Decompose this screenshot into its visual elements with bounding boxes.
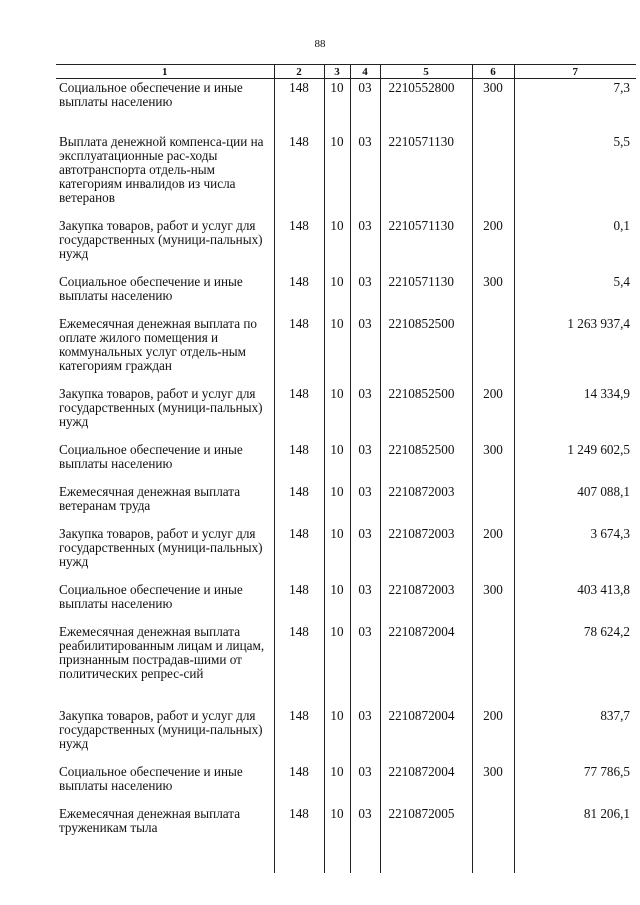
row-amount-cell: 837,7: [514, 707, 636, 763]
row-target-article-cell: 2210872004: [380, 623, 472, 707]
row-target-article-cell: 2210872005: [380, 805, 472, 857]
row-subsection-cell: 03: [350, 441, 380, 483]
row-subsection-cell: 03: [350, 483, 380, 525]
header-col-6: 6: [472, 65, 514, 79]
filler-cell: [274, 857, 324, 873]
row-section-cell: 10: [324, 525, 350, 581]
table-body: [56, 79, 636, 873]
row-subsection-cell: 03: [350, 763, 380, 805]
row-amount-cell: 1 263 937,4: [514, 315, 636, 385]
row-amount-cell: 407 088,1: [514, 483, 636, 525]
row-section-cell: 10: [324, 441, 350, 483]
row-target-article-cell: 2210571130: [380, 133, 472, 217]
row-admin-code-cell: 148: [274, 217, 324, 273]
row-target-article-cell: 2210872004: [380, 763, 472, 805]
row-admin-code-cell: 148: [274, 273, 324, 315]
table-filler-row: [56, 857, 636, 873]
row-admin-code-cell: 148: [274, 805, 324, 857]
row-expense-type-cell: 200: [472, 385, 514, 441]
row-name-cell: Закупка товаров, работ и услуг для государственных (муници-пальных) нужд: [56, 385, 274, 441]
table-row: [56, 763, 636, 805]
row-expense-type-cell: 300: [472, 79, 514, 133]
header-col-3: 3: [324, 65, 350, 79]
row-amount-cell: 403 413,8: [514, 581, 636, 623]
table-row: [56, 483, 636, 525]
row-target-article-cell: 2210872003: [380, 525, 472, 581]
row-amount-cell: 1 249 602,5: [514, 441, 636, 483]
row-admin-code-cell: 148: [274, 581, 324, 623]
row-section-cell: 10: [324, 763, 350, 805]
table-row: [56, 273, 636, 315]
row-name-cell: Ежемесячная денежная выплата реабилитированным лицам и лицам, признанным пострадав-шими от политических репрес-сий: [56, 623, 274, 707]
row-amount-cell: 0,1: [514, 217, 636, 273]
header-col-2: 2: [274, 65, 324, 79]
row-name-cell: Социальное обеспечение и иные выплаты населению: [56, 79, 274, 133]
header-row: [56, 65, 636, 79]
row-expense-type-cell: [472, 805, 514, 857]
row-target-article-cell: 2210852500: [380, 441, 472, 483]
row-expense-type-cell: [472, 315, 514, 385]
header-col-5: 5: [380, 65, 472, 79]
row-name-cell: Социальное обеспечение и иные выплаты населению: [56, 581, 274, 623]
row-admin-code-cell: 148: [274, 385, 324, 441]
row-subsection-cell: 03: [350, 133, 380, 217]
row-target-article-cell: 2210872003: [380, 581, 472, 623]
filler-cell: [380, 857, 472, 873]
row-section-cell: 10: [324, 217, 350, 273]
row-subsection-cell: 03: [350, 707, 380, 763]
row-name-cell: Ежемесячная денежная выплата труженикам тыла: [56, 805, 274, 857]
table-row: [56, 315, 636, 385]
row-subsection-cell: 03: [350, 623, 380, 707]
table-row: [56, 805, 636, 857]
table-row: [56, 385, 636, 441]
row-section-cell: 10: [324, 133, 350, 217]
row-admin-code-cell: 148: [274, 623, 324, 707]
filler-cell: [514, 857, 636, 873]
row-section-cell: 10: [324, 385, 350, 441]
row-name-cell: Ежемесячная денежная выплата ветеранам труда: [56, 483, 274, 525]
row-section-cell: 10: [324, 273, 350, 315]
row-amount-cell: 77 786,5: [514, 763, 636, 805]
row-subsection-cell: 03: [350, 581, 380, 623]
row-expense-type-cell: [472, 623, 514, 707]
header-col-1: 1: [56, 65, 274, 79]
filler-cell: [472, 857, 514, 873]
table-row: [56, 79, 636, 133]
row-amount-cell: 78 624,2: [514, 623, 636, 707]
row-expense-type-cell: 300: [472, 763, 514, 805]
row-name-cell: Ежемесячная денежная выплата по оплате жилого помещения и коммунальных услуг отдель-ным категориям граждан: [56, 315, 274, 385]
row-amount-cell: 14 334,9: [514, 385, 636, 441]
row-name-cell: Социальное обеспечение и иные выплаты населению: [56, 441, 274, 483]
budget-table: [56, 64, 636, 873]
row-section-cell: 10: [324, 707, 350, 763]
table-row: [56, 217, 636, 273]
row-admin-code-cell: 148: [274, 763, 324, 805]
row-admin-code-cell: 148: [274, 133, 324, 217]
row-admin-code-cell: 148: [274, 441, 324, 483]
row-subsection-cell: 03: [350, 385, 380, 441]
header-col-7: 7: [514, 65, 636, 79]
table-row: [56, 707, 636, 763]
row-expense-type-cell: 200: [472, 707, 514, 763]
row-name-cell: Социальное обеспечение и иные выплаты населению: [56, 273, 274, 315]
row-expense-type-cell: 200: [472, 217, 514, 273]
row-section-cell: 10: [324, 315, 350, 385]
row-subsection-cell: 03: [350, 525, 380, 581]
row-section-cell: 10: [324, 805, 350, 857]
row-target-article-cell: 2210552800: [380, 79, 472, 133]
row-amount-cell: 81 206,1: [514, 805, 636, 857]
row-name-cell: Выплата денежной компенса-ции на эксплуатационные рас-ходы автотранспорта отдель-ным категориям инвалидов из числа ветеранов: [56, 133, 274, 217]
filler-cell: [350, 857, 380, 873]
header-col-4: 4: [350, 65, 380, 79]
row-section-cell: 10: [324, 79, 350, 133]
row-amount-cell: 5,4: [514, 273, 636, 315]
row-expense-type-cell: 300: [472, 581, 514, 623]
row-section-cell: 10: [324, 623, 350, 707]
row-amount-cell: 3 674,3: [514, 525, 636, 581]
row-subsection-cell: 03: [350, 805, 380, 857]
filler-cell: [56, 857, 274, 873]
row-name-cell: Закупка товаров, работ и услуг для государственных (муници-пальных) нужд: [56, 217, 274, 273]
table-row: [56, 133, 636, 217]
row-section-cell: 10: [324, 581, 350, 623]
table-row: [56, 581, 636, 623]
row-target-article-cell: 2210571130: [380, 217, 472, 273]
row-subsection-cell: 03: [350, 79, 380, 133]
table-row: [56, 441, 636, 483]
row-admin-code-cell: 148: [274, 315, 324, 385]
row-amount-cell: 7,3: [514, 79, 636, 133]
row-subsection-cell: 03: [350, 315, 380, 385]
filler-cell: [324, 857, 350, 873]
row-expense-type-cell: 300: [472, 273, 514, 315]
row-target-article-cell: 2210872003: [380, 483, 472, 525]
row-subsection-cell: 03: [350, 273, 380, 315]
row-target-article-cell: 2210872004: [380, 707, 472, 763]
row-admin-code-cell: 148: [274, 707, 324, 763]
row-expense-type-cell: [472, 133, 514, 217]
row-name-cell: Социальное обеспечение и иные выплаты населению: [56, 763, 274, 805]
table-row: [56, 623, 636, 707]
row-expense-type-cell: 300: [472, 441, 514, 483]
row-amount-cell: 5,5: [514, 133, 636, 217]
row-admin-code-cell: 148: [274, 79, 324, 133]
row-target-article-cell: 2210571130: [380, 273, 472, 315]
row-subsection-cell: 03: [350, 217, 380, 273]
row-name-cell: Закупка товаров, работ и услуг для государственных (муници-пальных) нужд: [56, 525, 274, 581]
row-target-article-cell: 2210852500: [380, 385, 472, 441]
row-admin-code-cell: 148: [274, 525, 324, 581]
page-number: 88: [314, 38, 326, 50]
table-header: [56, 65, 636, 79]
row-expense-type-cell: [472, 483, 514, 525]
row-admin-code-cell: 148: [274, 483, 324, 525]
row-expense-type-cell: 200: [472, 525, 514, 581]
table-row: [56, 525, 636, 581]
row-section-cell: 10: [324, 483, 350, 525]
row-target-article-cell: 2210852500: [380, 315, 472, 385]
row-name-cell: Закупка товаров, работ и услуг для государственных (муници-пальных) нужд: [56, 707, 274, 763]
